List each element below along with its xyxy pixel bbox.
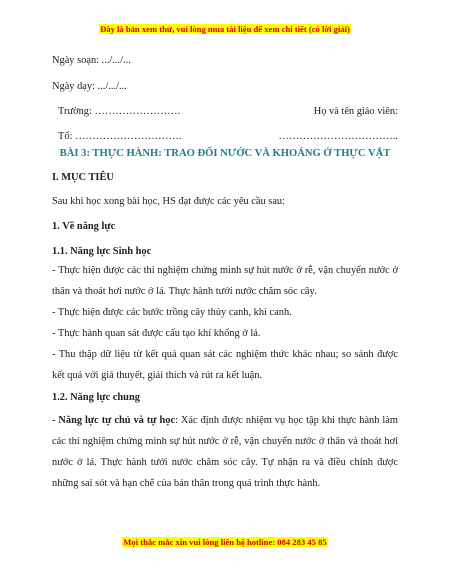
bullet-experiment: - Thực hiện được các thí nghiệm chứng minh sự hút nước ở rễ, vận chuyển nước ở thân và thoát hơi nước ở lá. Thực hành tưới nước chăm sóc cây. — [52, 265, 398, 297]
school-row — [58, 104, 398, 119]
general-competency-text: : Xác định được nhiệm vụ học tập khi thực hành làm các thí nghiệm chứng minh sự hút nước ở rễ, vận chuyển nước ở thân và thoát hơi nước ở lá. Thực hành tưới nước chăm sóc cây. Tự nhận ra và điều chỉnh được những sai sót và hạn chế của bản thân trong quá trình thực hành. — [52, 415, 398, 489]
subsection-competency: 1. Về năng lực — [52, 221, 116, 232]
subsection-biology: 1.1. Năng lực Sinh học — [52, 246, 152, 257]
preview-banner — [0, 24, 450, 34]
general-competency-label: - Năng lực tự chủ và tự học — [52, 415, 176, 426]
teacher-label: Họ và tên giáo viên: — [313, 106, 398, 117]
preview-banner-text: Đây là bản xem thử, vui lòng mua tài liệu để xem chi tiết (có lời giải) — [100, 24, 350, 34]
date-prepared: Ngày soạn: .../.../... — [52, 55, 131, 66]
bullet-stomata: - Thực hành quan sát được cấu tạo khí khổng ở lá. — [52, 328, 261, 339]
department-label: Tổ: …………………………. — [58, 131, 182, 142]
hotline-banner — [0, 537, 450, 547]
school-label: Trường: ……………………. — [58, 106, 181, 117]
lesson-title: BÀI 3: THỰC HÀNH: TRAO ĐỔI NƯỚC VÀ KHOÁNG Ở THỰC VẬT — [59, 148, 391, 159]
date-taught: Ngày dạy: .../.../... — [52, 81, 127, 92]
department-row — [58, 129, 398, 144]
intro-text: Sau khi học xong bài học, HS đạt được các yêu cầu sau: — [52, 196, 286, 207]
section-objectives: I. MỤC TIÊU — [52, 172, 114, 183]
hotline-banner-text: Mọi thắc mắc xin vui lòng liên hệ hotline: 084 283 45 85 — [123, 537, 327, 547]
subsection-general: 1.2. Năng lực chung — [52, 392, 140, 403]
bullet-data: - Thu thập dữ liệu từ kết quả quan sát các nghiệm thức khác nhau; so sánh được kết quả với giả thuyết, giải thích và rút ra kết luận. — [52, 349, 398, 381]
general-competency-paragraph — [52, 410, 398, 494]
teacher-dots: …………………………….. — [278, 131, 398, 142]
bullet-hydroponics: - Thực hiện được các bước trồng cây thủy canh, khí canh. — [52, 307, 292, 318]
